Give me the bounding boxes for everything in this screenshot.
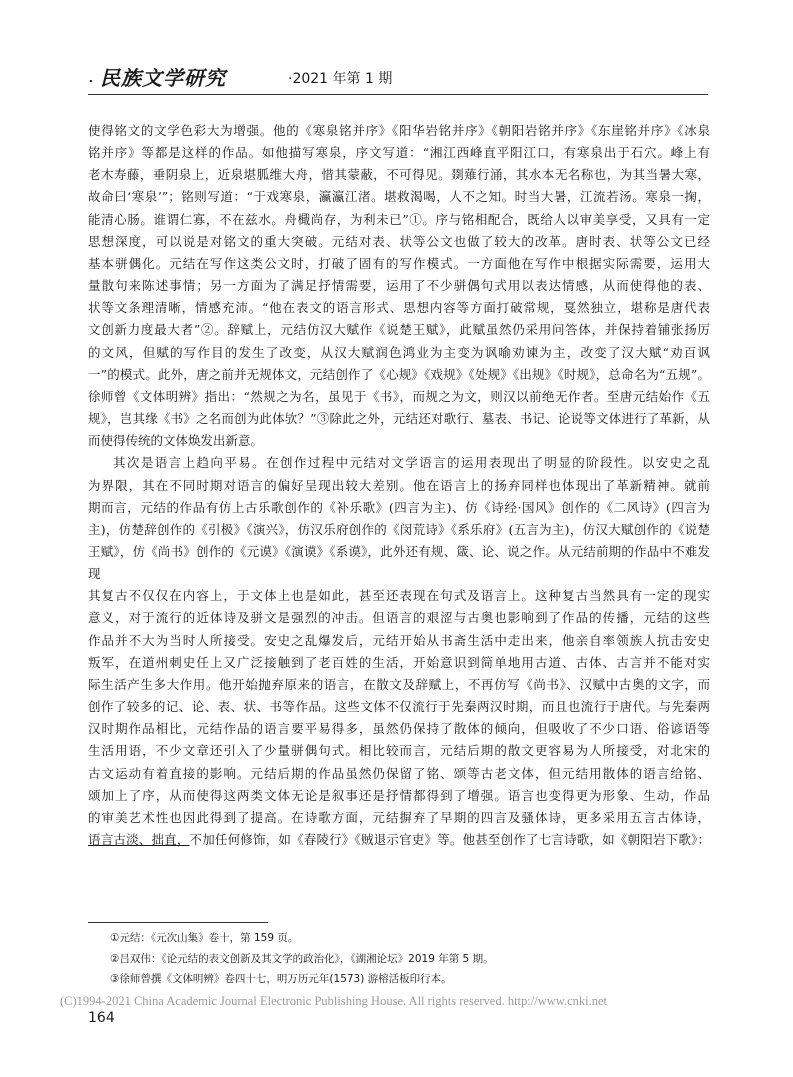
text-line: 而使得传统的文体焕发出新意。 — [88, 433, 264, 449]
text-line: 的文风，但赋的写作目的发生了改变，从汉大赋润色鸿业为主变为讽喻劝谏为主，改变了汉大赋“劝百讽 — [88, 344, 710, 360]
text-line: 规》，岂其缘《书》之名而创为此体欤？”③除此之外，元结还对歌行、墓表、书记、论说等文体进行了革新，从 — [88, 411, 710, 427]
header-rule — [88, 94, 708, 95]
text-line: 老木寿藤，垂阴泉上，近泉堪胍维大舟，惜其蒙蔽，不可得见。剟薙行涌，其水本无名称也，为其当暑大寒， — [88, 167, 710, 183]
copyright-notice: (C)1994-2021 China Academic Journal Electronic Publishing House. All rights reserved. http://www.cnki.net — [60, 994, 608, 1008]
text-line: 使得铭文的文学色彩大为增强。他的《寒泉铭并序》《阳华岩铭并序》《朝阳岩铭并序》《东崖铭并序》《冰泉 — [88, 123, 710, 138]
body-text — [88, 120, 710, 851]
text-line: 状等文条理清晰，情感充沛。“他在表文的语言形式、思想内容等方面打破常规，戛然独立，堪称是唐代表 — [88, 300, 710, 316]
text-line: 颂加上了序，从而使得这两类文体无论是叙事还是抒情都得到了增强。语言也变得更为形象、生动，作品 — [88, 787, 710, 803]
text-line: 生活用语，不少文章还引入了少量骈偶句式。相比较而言，元结后期的散文更容易为人所接受，对北宋的 — [88, 743, 710, 759]
text-line: 铭并序》等都是这样的作品。如他描写寒泉，序文写道：“湘江西峰直平阳江口，有寒泉出于石穴。峰上有 — [88, 145, 710, 161]
underlined-text: 语言古淡、拙直， — [88, 832, 190, 847]
text-line: 主)，仿楚辞创作的《引极》《演兴》，仿汉乐府创作的《闵荒诗》《系乐府》(五言为主)，仿汉大赋创作的《说楚 — [88, 521, 710, 537]
text-line: 故命曰‘寒泉’”；铭则写道：“于戏寒泉，瀛瀛江渚。堪救渴喝，人不之知。时当大暑，江流若汤。寒泉一掬， — [88, 189, 710, 205]
journal-name: 民族文学研究 — [100, 66, 226, 90]
text-line: 汉时期作品相比，元结作品的语言要平易得多，虽然仍保持了散体的倾向，但吸收了不少口语、俗谚语等 — [88, 721, 710, 737]
text-line: 叛军，在道州刺史任上又广泛接触到了老百姓的生活，开始意识到简单地用古道、古体、古言并不能对实 — [88, 654, 710, 670]
text-line: 创作了较多的记、论、表、状、书等作品。这些文体不仅流行于先秦两汉时期，而且也流行于唐代。与先秦两 — [88, 699, 710, 715]
text-line: 思想深度，可以说是对铭文的重大突破。元结对表、状等公文也做了较大的改革。唐时表、状等公文已经 — [88, 233, 710, 249]
text-line: 的审美艺术性也因此得到了提高。在诗歌方面，元结摒弃了早期的四言及骚体诗，更多采用五言古体诗， — [88, 809, 710, 825]
text-line: 王赋》，仿《尚书》创作的《元谟》《演谟》《系谟》，此外还有规、箴、论、说之作。从元结前期的作品中不难发现 — [88, 543, 710, 582]
text-line: 一”的模式。此外，唐之前并无规体文，元结创作了《心规》《戏规》《处规》《出规》《时规》，总命名为“五规”。 — [88, 366, 710, 382]
header-dot: . — [88, 66, 94, 87]
text-line: 际生活产生多大作用。他开始抛弃原来的语言，在散文及辞赋上，不再仿写《尚书》、汉赋中古奥的文字，而 — [88, 676, 710, 692]
footnote-2: ②吕双伟：《论元结的表文创新及其文学的政治化》，《湖湘论坛》2019 年第 5 期。 — [110, 952, 494, 965]
text-line: 其复古不仅仅在内容上，于文体上也是如此，甚至还表现在句式及语言上。这种复古当然具有一定的现实 — [88, 588, 710, 604]
footnote-rule — [88, 922, 268, 923]
text-line: 古文运动有着直接的影响。元结后期的作品虽然仍保留了铭、颂等古老文体，但元结用散体的语言给铭、 — [88, 765, 710, 781]
text-line: 徐师曾《文体明辨》指出：“然规之为名，虽见于《书》，而规之为文，则汉以前绝无作者。至唐元结始作《五 — [88, 388, 710, 404]
issue-label: ·2021 年第 1 期 — [288, 71, 393, 87]
text-line: 意义，对于流行的近体诗及骈文是强烈的冲击。但语言的艰涩与古奥也影响到了作品的传播，元结的这些 — [88, 610, 710, 626]
text-line — [88, 829, 710, 851]
text-line: 量散句来陈述事情；另一方面为了满足抒情需要，运用了不少骈偶句式用以表达情感，从而使得他的表、 — [88, 278, 710, 294]
footnote-1: ①元结：《元次山集》卷十，第 159 页。 — [110, 932, 299, 944]
text-line: 为界限，其在不同时期对语言的偏好呈现出较大差别。他在语言上的扬弃同样也体现出了革新精神。就前 — [88, 477, 710, 493]
line-rest: 不加任何修饰，如《春陵行》《贼退示官吏》等。他甚至创作了七言诗歌，如《朝阳岩下歌》： — [189, 832, 710, 847]
text-line: 能清心肠。谁谓仁寡，不在兹水。舟檝尚存，为利未已”①。序与铭相配合，既给人以审美享受，又具有一定 — [88, 211, 710, 227]
text-line: 基本骈偶化。元结在写作这类公文时，打破了固有的写作模式。一方面他在写作中根据实际需要，运用大 — [88, 255, 710, 271]
running-header — [88, 60, 708, 100]
text-line: 其次是语言上趋向平易。在创作过程中元结对文学语言的运用表现出了明显的阶段性。以安史之乱 — [113, 455, 710, 471]
text-line: 作品并不大为当时人所接受。安史之乱爆发后，元结开始从书斋生活中走出来，他亲自率领族人抗击安史 — [88, 632, 710, 648]
footnotes — [110, 928, 710, 990]
text-line: 期而言，元结的作品有仿上古乐歌创作的《补乐歌》(四言为主)、仿《诗经·国风》创作的《二风诗》(四言为 — [88, 499, 710, 515]
text-line: 文创新力度最大者”②。辞赋上，元结仿汉大赋作《说楚王赋》，此赋虽然仍采用问答体，并保持着铺张扬厉 — [88, 322, 710, 338]
page-number: 164 — [88, 1010, 115, 1026]
footnote-3: ③徐师曾撰《文体明辨》卷四十七，明万历元年(1573) 游榕活板印行本。 — [110, 973, 452, 985]
